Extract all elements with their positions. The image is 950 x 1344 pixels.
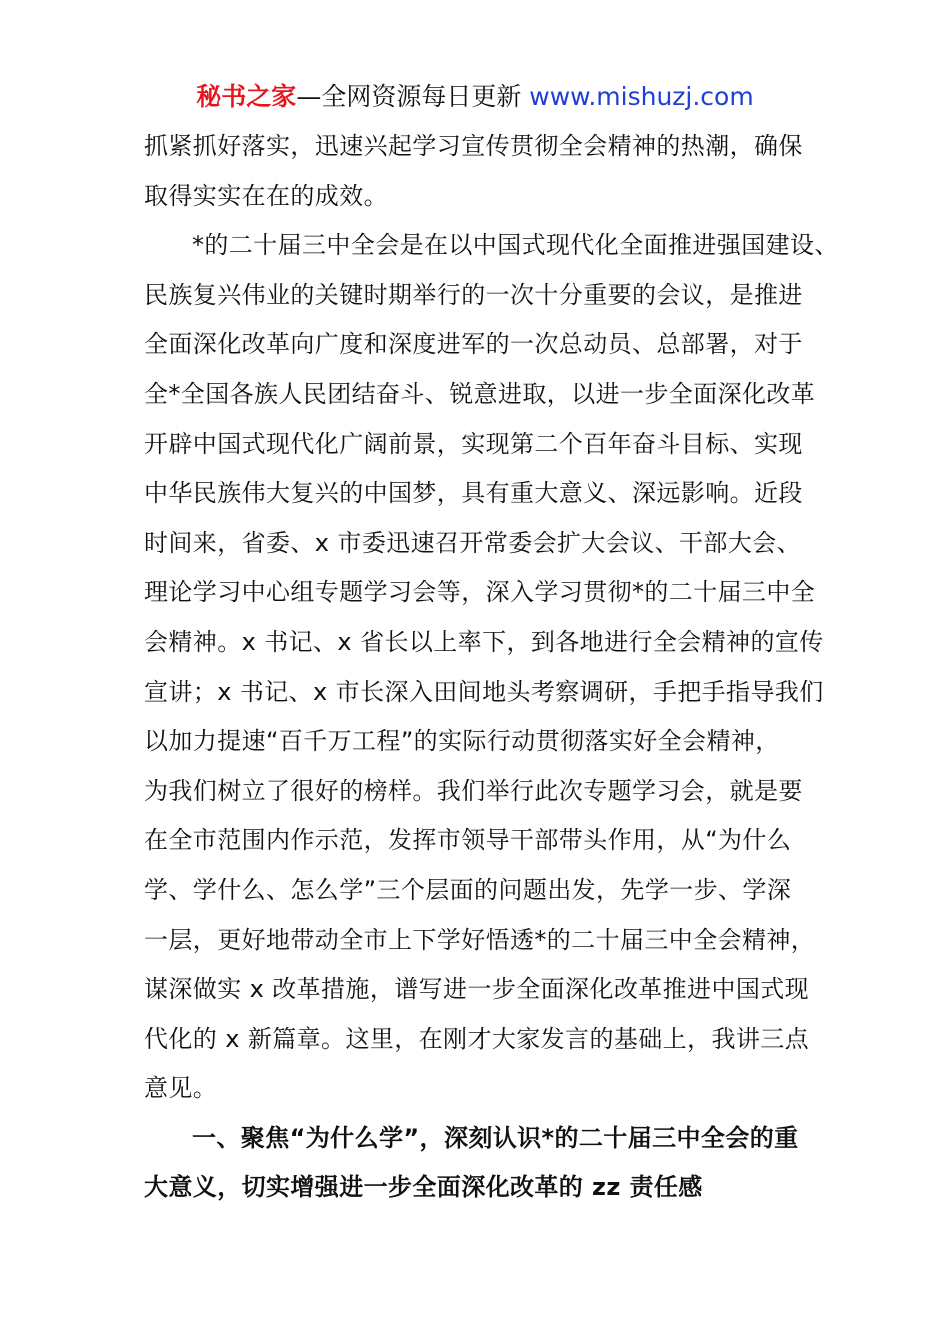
text-line: 一层，更好地带动全市上下学好悟透*的二十届三中全会精神， bbox=[144, 925, 816, 954]
text-line: 为我们树立了很好的榜样。我们举行此次专题学习会，就是要 bbox=[144, 776, 803, 805]
text-line: 全*全国各族人民团结奋斗、锐意进取，以进一步全面深化改革 bbox=[144, 379, 816, 408]
heading-line: 一、聚焦“为什么学”，深刻认识*的二十届三中全会的重 bbox=[192, 1123, 799, 1152]
site-watermark-header bbox=[0, 80, 950, 114]
document-body bbox=[144, 122, 839, 1213]
text-line: 在全市范围内作示范，发挥市领导干部带头作用，从“为什么 bbox=[144, 826, 792, 855]
text-line: 中华民族伟大复兴的中国梦，具有重大意义、深远影响。近段 bbox=[144, 479, 803, 508]
text-line: 理论学习中心组专题学习会等，深入学习贯彻*的二十届三中全 bbox=[144, 578, 816, 607]
text-line: 民族复兴伟业的关键时期举行的一次十分重要的会议，是推进 bbox=[144, 280, 803, 309]
text-line: *的二十届三中全会是在以中国式现代化全面推进强国建设、 bbox=[192, 231, 839, 260]
header-tagline: —全网资源每日更新 bbox=[296, 82, 522, 111]
text-line: 学、学什么、怎么学”三个层面的问题出发，先学一步、学深 bbox=[144, 875, 792, 904]
text-line: 以加力提速“百千万工程”的实际行动贯彻落实好全会精神， bbox=[144, 727, 780, 756]
brand-name: 秘书之家 bbox=[196, 82, 297, 111]
text-line: 时间来，省委、x 市委迅速召开常委会扩大会议、干部大会、 bbox=[144, 528, 802, 557]
text-line: 会精神。x 书记、x 省长以上率下，到各地进行全会精神的宣传 bbox=[144, 627, 824, 656]
heading-line: 大意义，切实增强进一步全面深化改革的 zz 责任感 bbox=[144, 1173, 703, 1202]
text-line: 抓紧抓好落实，迅速兴起学习宣传贯彻全会精神的热潮，确保 bbox=[144, 132, 803, 160]
text-line: 谋深做实 x 改革措施，谱写进一步全面深化改革推进中国式现 bbox=[144, 975, 810, 1004]
section-heading bbox=[144, 1114, 824, 1213]
text-line: 取得实实在在的成效。 bbox=[144, 181, 388, 210]
text-line: 宣讲；x 书记、x 市长深入田间地头考察调研，手把手指导我们 bbox=[144, 677, 824, 706]
text-line: 代化的 x 新篇章。这里，在刚才大家发言的基础上，我讲三点 bbox=[144, 1024, 810, 1053]
site-url-link[interactable]: www.mishuzj.com bbox=[529, 82, 754, 111]
text-line: 意见。 bbox=[144, 1074, 218, 1103]
paragraph-continuation bbox=[144, 122, 824, 221]
text-line: 全面深化改革向广度和深度进军的一次总动员、总部署，对于 bbox=[144, 330, 803, 359]
paragraph-main bbox=[144, 221, 839, 1114]
text-line: 开辟中国式现代化广阔前景，实现第二个百年奋斗目标、实现 bbox=[144, 429, 803, 458]
